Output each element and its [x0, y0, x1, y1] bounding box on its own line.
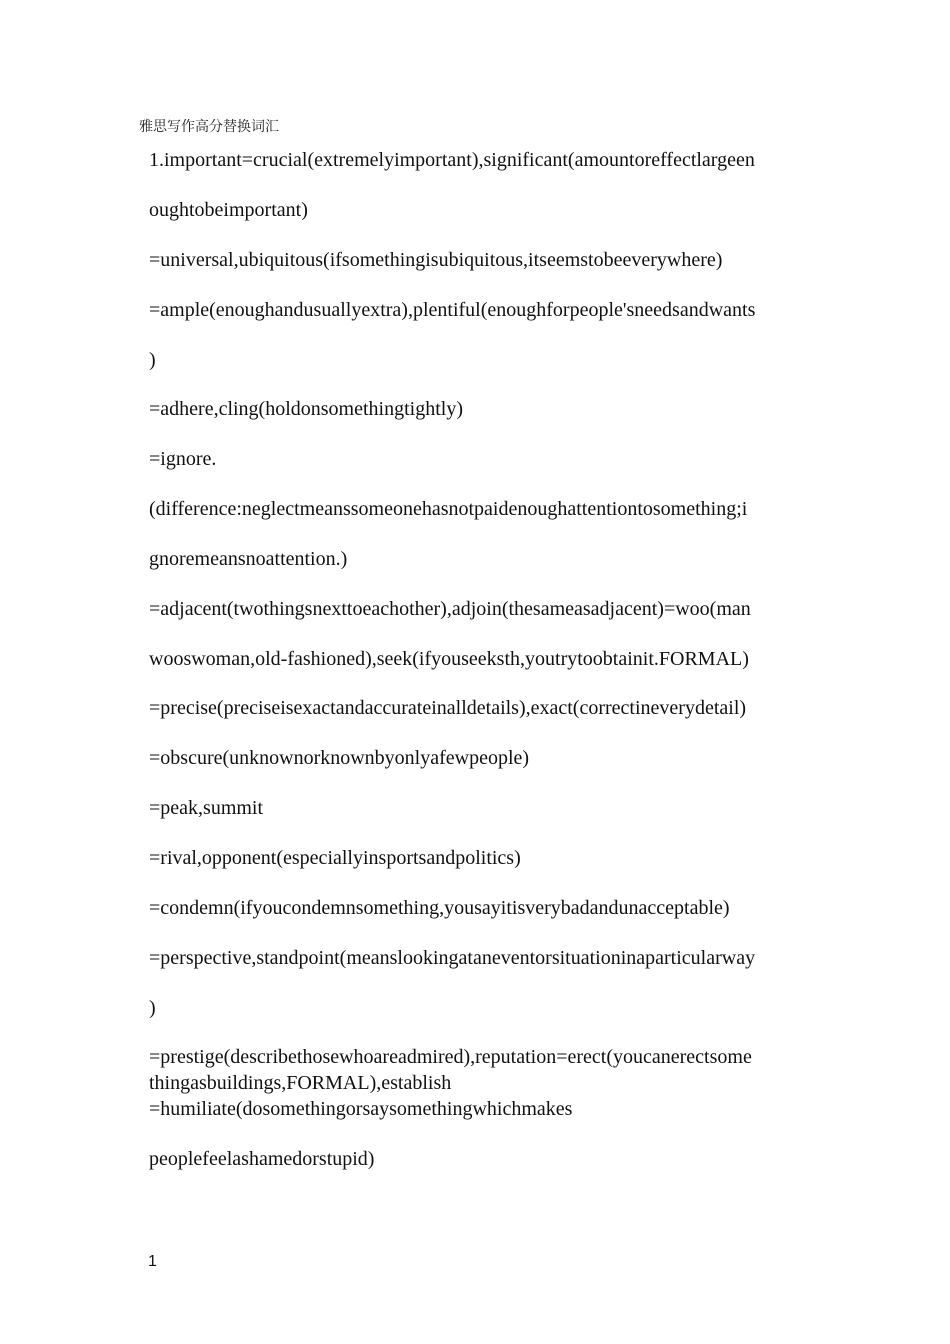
text-line: =adjacent(twothingsnexttoeachother),adjoin(thesameasadjacent)=woo(man	[149, 598, 751, 620]
text-line: =universal,ubiquitous(ifsomethingisubiquitous,itseemstobeeverywhere)	[149, 249, 723, 271]
text-line: =perspective,standpoint(meanslookingataneventorsituationinaparticularway	[149, 947, 756, 969]
text-line: =humiliate(dosomethingorsaysomethingwhichmakes	[149, 1098, 573, 1120]
text-line: )	[149, 997, 156, 1019]
text-line: peoplefeelashamedorstupid)	[149, 1148, 375, 1170]
text-line: oughtobeimportant)	[149, 199, 308, 221]
text-line: thingasbuildings,FORMAL),establish	[149, 1072, 452, 1094]
document-header-title: 雅思写作高分替换词汇	[139, 119, 279, 135]
text-line: )	[149, 349, 156, 371]
text-line: 1.important=crucial(extremelyimportant),significant(amountoreffectlargeen	[149, 149, 755, 171]
page-number: 1	[148, 1253, 157, 1270]
text-line: gnoremeansnoattention.)	[149, 548, 348, 570]
text-line: =prestige(describethosewhoareadmired),reputation=erect(youcanerectsome	[149, 1046, 752, 1068]
text-line: =ignore.	[149, 448, 217, 470]
text-line: =rival,opponent(especiallyinsportsandpolitics)	[149, 847, 521, 869]
text-line: =precise(preciseisexactandaccurateinalldetails),exact(correctineverydetail)	[149, 697, 747, 719]
text-line: =ample(enoughandusuallyextra),plentiful(enoughforpeople'sneedsandwants	[149, 299, 756, 321]
text-line: =condemn(ifyoucondemnsomething,yousayitisverybadandunacceptable)	[149, 897, 730, 919]
text-line: =adhere,cling(holdonsomethingtightly)	[149, 398, 463, 420]
text-line: wooswoman,old-fashioned),seek(ifyouseeksth,youtrytoobtainit.FORMAL)	[149, 648, 749, 670]
text-line: =obscure(unknownorknownbyonlyafewpeople)	[149, 747, 530, 769]
text-line: (difference:neglectmeanssomeonehasnotpaidenoughattentiontosomething;i	[149, 498, 748, 520]
text-line: =peak,summit	[149, 797, 264, 819]
